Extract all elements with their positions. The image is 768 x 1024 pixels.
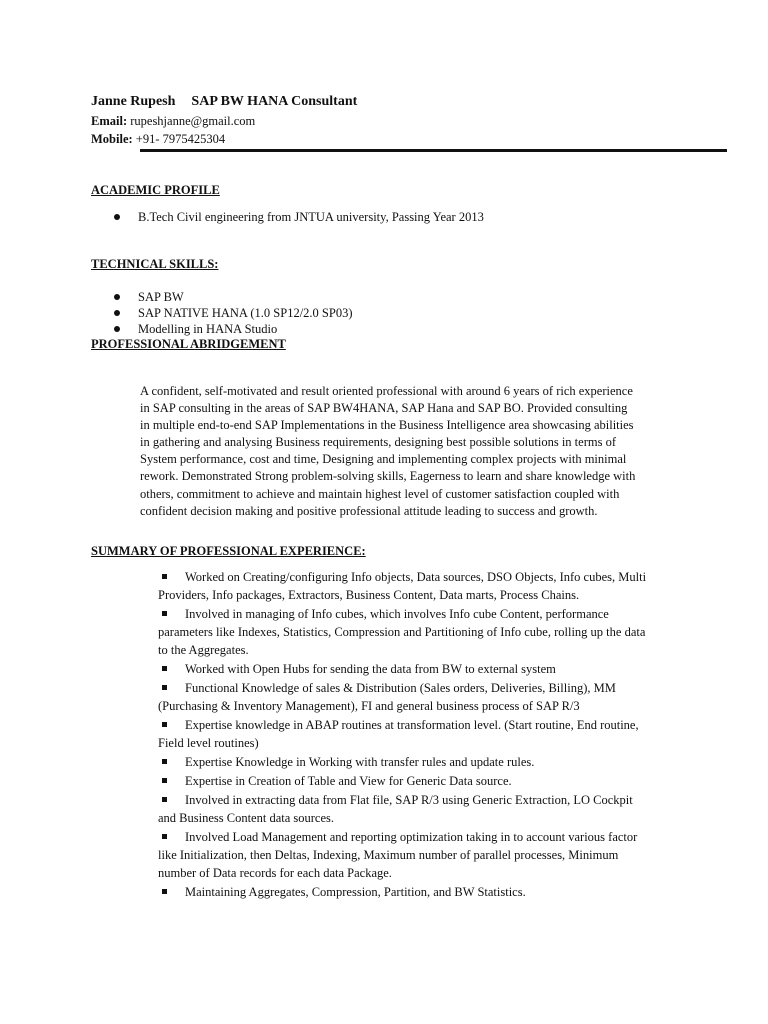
mobile-value: +91- 7975425304 bbox=[135, 132, 226, 146]
experience-item: Involved in extracting data from Flat file, SAP R/3 using Generic Extraction, LO Cockpit and Business Content data sources. bbox=[158, 793, 633, 825]
academic-list bbox=[110, 209, 484, 225]
square-bullet-icon bbox=[162, 685, 167, 690]
experience-item: Expertise knowledge in ABAP routines at transformation level. (Start routine, End routine, Field level routines) bbox=[158, 718, 639, 750]
square-bullet-icon bbox=[162, 889, 167, 894]
name-title-line bbox=[91, 94, 357, 110]
experience-item: Maintaining Aggregates, Compression, Partition, and BW Statistics. bbox=[158, 883, 718, 901]
square-bullet-icon bbox=[162, 666, 167, 671]
square-bullet-icon bbox=[162, 759, 167, 764]
mobile-label: Mobile: bbox=[91, 132, 133, 146]
bullet-icon bbox=[114, 326, 120, 332]
list-item: Modelling in HANA Studio bbox=[110, 321, 353, 337]
square-bullet-icon bbox=[162, 611, 167, 616]
list-item: B.Tech Civil engineering from JNTUA university, Passing Year 2013 bbox=[110, 209, 484, 225]
square-bullet-icon bbox=[162, 778, 167, 783]
experience-heading: SUMMARY OF PROFESSIONAL EXPERIENCE: bbox=[91, 544, 366, 558]
experience-item: Involved in managing of Info cubes, which involves Info cube Content, performance parameters like Indexes, Statistics, Compression and Partitioning of Info cube, rolling up the data to the Aggregates. bbox=[158, 607, 646, 657]
experience-item: Expertise in Creation of Table and View for Generic Data source. bbox=[158, 772, 718, 790]
experience-item: Involved Load Management and reporting optimization taking in to account various factor like Initialization, then Deltas, Indexing, Maximum number of parallel processes, Minimum number of Data records for each data Package. bbox=[158, 830, 638, 880]
experience-item: Worked on Creating/configuring Info objects, Data sources, DSO Objects, Info cubes, Multi Providers, Info packages, Extractors, Business Content, Data marts, Process Chains. bbox=[158, 570, 647, 602]
experience-item: Functional Knowledge of sales & Distribution (Sales orders, Deliveries, Billing), MM (Purchasing & Inventory Management), FI and general business process of SAP R/3 bbox=[158, 681, 616, 713]
experience-item: Expertise Knowledge in Working with transfer rules and update rules. bbox=[158, 753, 718, 771]
abridgement-heading: PROFESSIONAL ABRIDGEMENT bbox=[91, 337, 286, 351]
candidate-role: SAP BW HANA Consultant bbox=[191, 94, 358, 109]
square-bullet-icon bbox=[162, 797, 167, 802]
email-line bbox=[91, 114, 255, 129]
bullet-icon bbox=[114, 214, 120, 220]
abridgement-paragraph: A confident, self-motivated and result oriented professional with around 6 years of rich experience in SAP consulting in the areas of SAP BW4HANA, SAP Hana and SAP BO. Provided consulting in multiple end-to-end SAP Implementations in the Business Intelligence area showcasing abilities in gathering and analysing Business requirements, designing best possible solutions in terms of System performance, cost and time, Designing and implementing complex projects with minimal rework. Demonstrated Strong problem-solving skills, Eagerness to learn and share knowledge with others, commitment to achieve and maintain highest level of customer satisfaction coupled with confident decision making and positive professional attitude leading to success and growth. bbox=[140, 384, 636, 518]
experience-list bbox=[158, 568, 718, 902]
header-divider bbox=[140, 149, 727, 152]
academic-heading: ACADEMIC PROFILE bbox=[91, 183, 220, 197]
email-value: rupeshjanne@gmail.com bbox=[130, 114, 256, 128]
bullet-icon bbox=[114, 294, 120, 300]
list-item: SAP BW bbox=[110, 289, 353, 305]
email-label: Email: bbox=[91, 114, 128, 128]
skills-list bbox=[110, 289, 353, 337]
square-bullet-icon bbox=[162, 834, 167, 839]
candidate-name: Janne Rupesh bbox=[91, 94, 176, 109]
square-bullet-icon bbox=[162, 722, 167, 727]
square-bullet-icon bbox=[162, 574, 167, 579]
experience-item: Worked with Open Hubs for sending the data from BW to external system bbox=[158, 660, 718, 678]
bullet-icon bbox=[114, 310, 120, 316]
mobile-line bbox=[91, 132, 225, 147]
skills-heading: TECHNICAL SKILLS: bbox=[91, 257, 219, 271]
list-item: SAP NATIVE HANA (1.0 SP12/2.0 SP03) bbox=[110, 305, 353, 321]
